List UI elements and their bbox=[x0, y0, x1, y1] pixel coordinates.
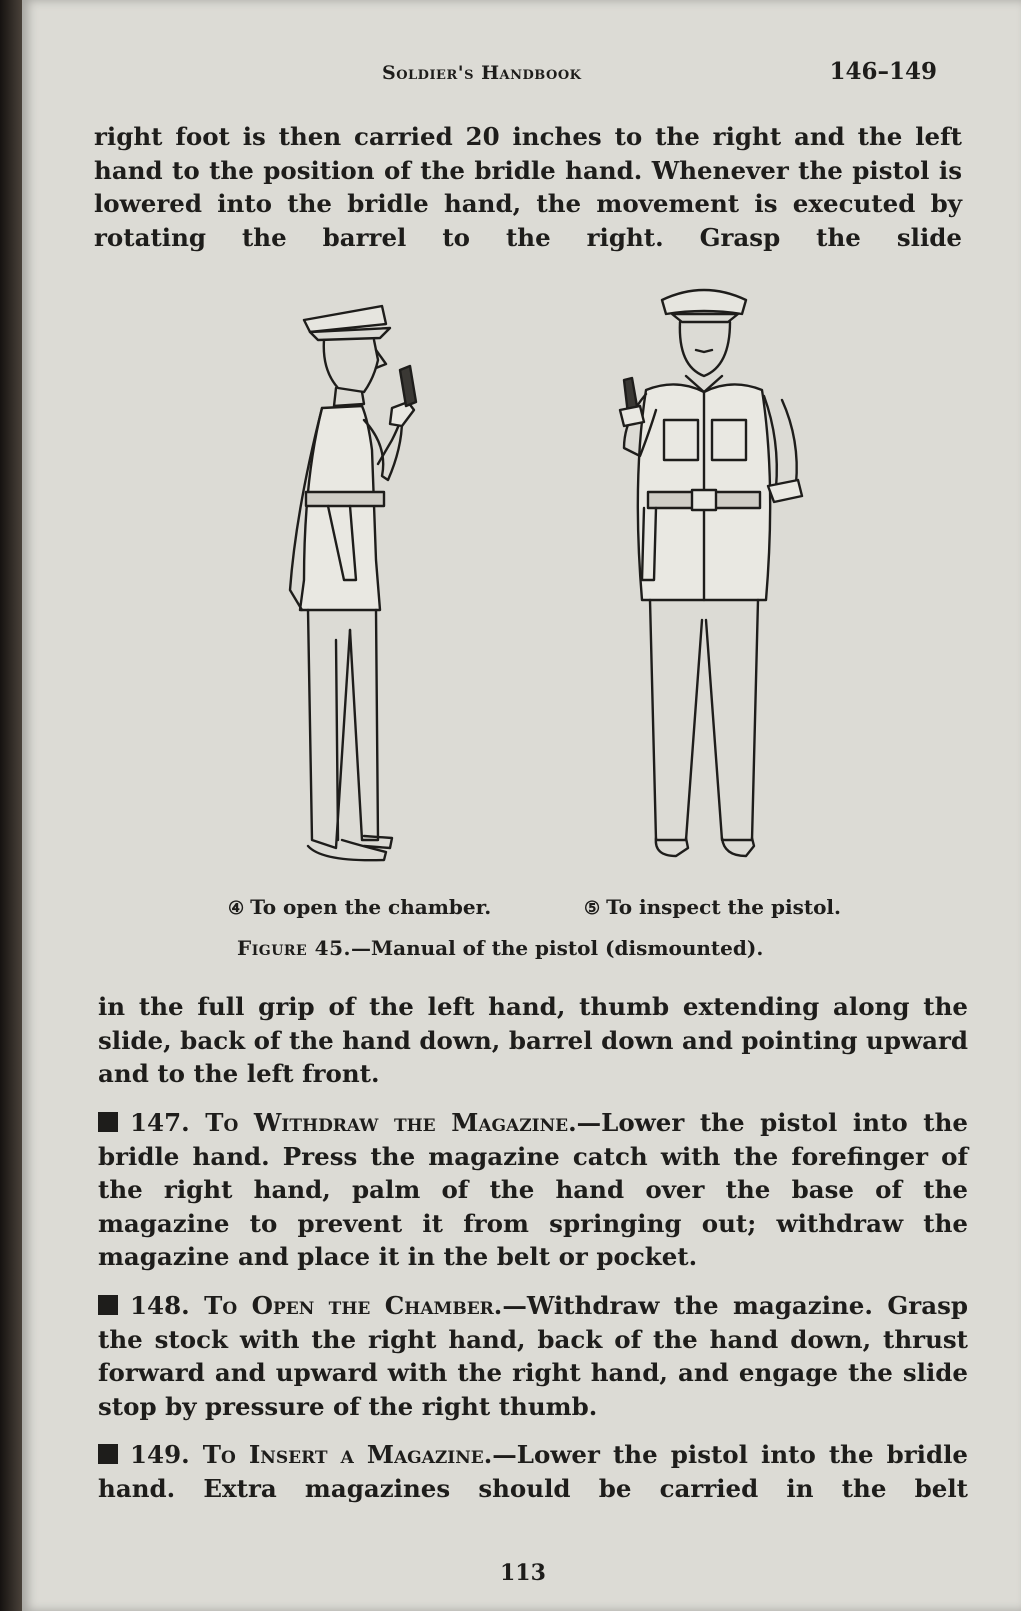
section-marker-icon bbox=[98, 1444, 118, 1464]
paragraph-continuation: in the full grip of the left hand, thumb extending along the slide, back of the hand down, barrel down and pointing upward and to the left front. bbox=[98, 992, 969, 1089]
caption-5-text: To inspect the pistol. bbox=[606, 895, 841, 919]
section-149-body: —Lower the pistol into the bridle hand. Extra magazines should be carried in the belt bbox=[98, 1440, 968, 1503]
section-marker-icon bbox=[98, 1112, 118, 1132]
section-149-title: To Insert a Magazine. bbox=[202, 1440, 493, 1469]
caption-4-text: To open the chamber. bbox=[250, 895, 492, 919]
section-147-body: —Lower the pistol into the bridle hand. Press the magazine catch with the forefinger of the right hand, palm of the hand over the base of the magazine to prevent it from springing out; withdraw the magazine and place it in the belt or pocket. bbox=[98, 1108, 968, 1272]
section-148-number: 148. bbox=[130, 1291, 190, 1320]
page-header bbox=[22, 56, 1021, 86]
paragraph-147 bbox=[98, 1106, 968, 1274]
figure-45-illustration bbox=[252, 280, 852, 900]
caption-5-number: ⑤ bbox=[584, 898, 601, 919]
soldier-front-figure bbox=[620, 290, 802, 856]
running-head: Soldier's Handbook bbox=[382, 62, 582, 84]
figure-caption-4 bbox=[228, 895, 491, 919]
page-number: 113 bbox=[500, 1560, 546, 1586]
figure-title-text: —Manual of the pistol (dismounted). bbox=[350, 936, 764, 960]
section-range: 146–149 bbox=[829, 58, 937, 85]
paragraph-top: right foot is then carried 20 inches to the right and the left hand to the position of the bridle hand. Whenever the pistol is lowered into the bridle hand, the movement is executed by rotating the barrel to the right. Grasp the slide bbox=[94, 122, 962, 252]
soldier-profile-figure bbox=[290, 306, 416, 860]
section-148-body: —Withdraw the magazine. Grasp the stock with the right hand, back of the hand down, thrust forward and upward with the right hand, and engage the slide stop by pressure of the right thumb. bbox=[98, 1291, 968, 1421]
book-page bbox=[22, 0, 1021, 1611]
soldiers-illustration bbox=[252, 280, 852, 900]
figure-label: Figure 45. bbox=[237, 936, 351, 960]
book-spine-shadow bbox=[0, 0, 22, 1611]
section-148-title: To Open the Chamber. bbox=[204, 1291, 503, 1320]
figure-title bbox=[237, 936, 763, 960]
section-147-title: To Withdraw the Magazine. bbox=[205, 1108, 577, 1137]
caption-4-number: ④ bbox=[228, 898, 245, 919]
section-149-number: 149. bbox=[130, 1440, 190, 1469]
figure-caption-5 bbox=[584, 895, 841, 919]
section-147-number: 147. bbox=[130, 1108, 190, 1137]
paragraph-148 bbox=[98, 1289, 968, 1423]
paragraph-149 bbox=[98, 1438, 968, 1505]
section-marker-icon bbox=[98, 1295, 118, 1315]
